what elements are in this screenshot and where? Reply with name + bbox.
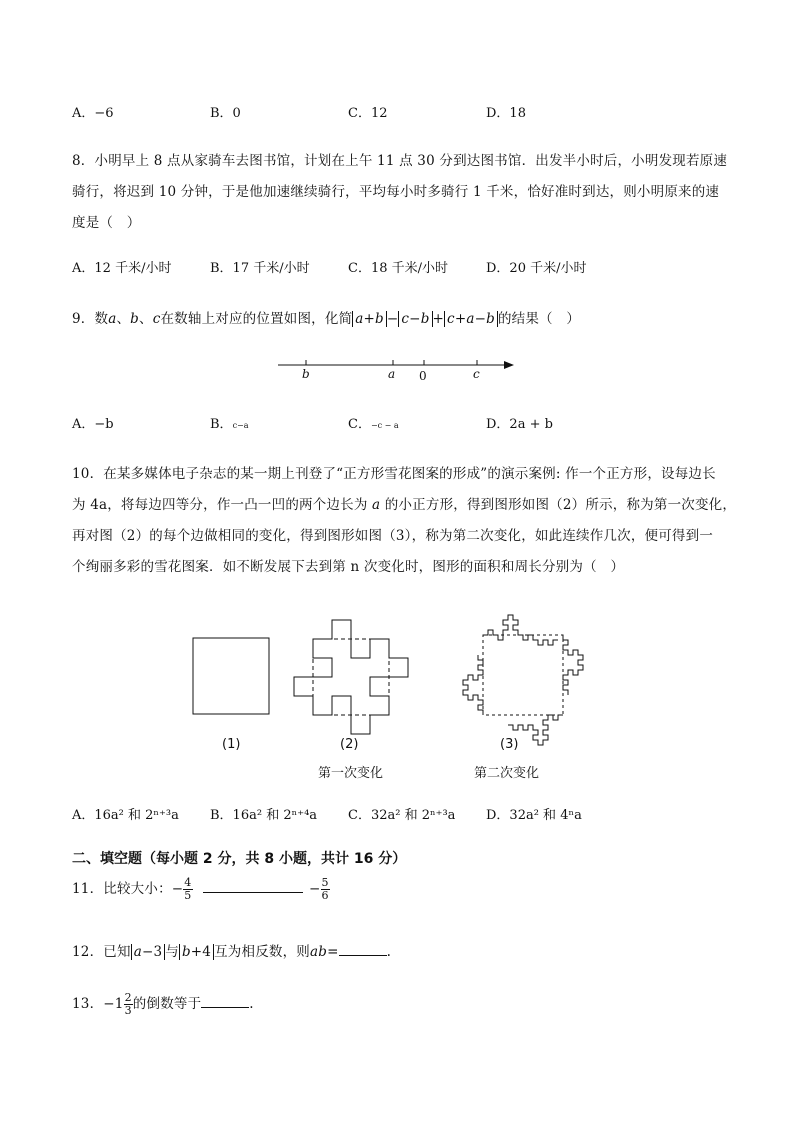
q8-option-a: A．12 千米/小时 <box>72 261 172 276</box>
q8-line-1: 8．小明早上 8 点从家骑车去图书馆，计划在上午 11 点 30 分到达图书馆．出发半小时后，小明发现若原速 <box>72 153 728 169</box>
axis-label-c: c <box>473 367 480 381</box>
figure-2-caption: 第一次变化 <box>318 766 384 781</box>
q11-fraction-1: $\frac{4}{5}$ <box>184 876 192 902</box>
q8-option-c: C．18 千米/小时 <box>348 261 449 276</box>
q9-stem: 9．数a、b、c在数轴上对应的位置如图，化简 a+b − c−b + c+a−b 的结果（ ） <box>72 311 581 327</box>
q11-prefix: 11．比较大小： <box>72 881 172 897</box>
q10-line-2: 为 4a，将每边四等分，作一凸一凹的两个边长为 a 的小正方形，得到图形如图（2）所示，称为第一次变化， <box>72 497 737 513</box>
arrow-head-icon <box>504 361 514 369</box>
q8-option-b: B．17 千米/小时 <box>210 261 310 276</box>
q7-option-c: C．12 <box>348 106 388 121</box>
figure-1-label: (1) <box>222 737 241 752</box>
q7-option-d: D．18 <box>486 106 526 121</box>
q10-option-a: A．16a² 和 2ⁿ⁺³a <box>72 808 179 823</box>
figure-3-second-change <box>443 600 603 750</box>
axis-label-b: b <box>302 367 310 381</box>
q8-line-3: 度是（ ） <box>72 215 141 231</box>
figure-2-label: (2) <box>340 737 359 752</box>
q7-option-a: A．−6 <box>72 106 114 121</box>
figure-3-caption: 第二次变化 <box>474 766 540 781</box>
q11-fraction-2: $\frac{5}{6}$ <box>321 876 329 902</box>
q9-mid: 在数轴上对应的位置如图，化简 <box>160 311 353 327</box>
q10-line-4: 个绚丽多彩的雪花图案．如不断发展下去到第 n 次变化时，图形的面积和周长分别为（ ） <box>72 559 625 575</box>
q9-option-d: D．2a + b <box>486 417 553 432</box>
q9-option-b: B．c−a <box>210 417 249 432</box>
q8-line-2: 骑行，将迟到 10 分钟，于是他加速继续骑行，平均每小时多骑行 1 千米，恰好准时到达，则小明原来的速 <box>72 184 720 200</box>
axis-label-a: a <box>388 367 396 381</box>
q9-prefix: 9．数 <box>72 311 109 327</box>
figure-1-square <box>190 635 272 717</box>
q9-option-c: C．−c − a <box>348 417 399 432</box>
q13-answer-blank[interactable] <box>201 995 249 1008</box>
q13: 13．−1 $\frac{2}{3}$ 的倒数等于 . <box>72 991 254 1017</box>
q9-vars: a <box>108 311 117 327</box>
q12-answer-blank[interactable] <box>339 943 387 956</box>
q13-fraction: $\frac{2}{3}$ <box>124 991 132 1017</box>
q9-option-a: A．−b <box>72 417 114 432</box>
q11: 11．比较大小：− $\frac{4}{5}$ − $\frac{5}{6}$ <box>72 876 329 902</box>
q10-line-3: 再对图（2）的每个边做相同的变化，得到图形如图（3），称为第二次变化，如此连续作几次，便可得到一 <box>72 528 714 544</box>
q9-suffix: 的结果（ ） <box>497 311 581 327</box>
q10-line-1: 10．在某多媒体电子杂志的某一期上刊登了“正方形雪花图案的形成”的演示案例: 作一个正方形，设每边长 <box>72 466 716 482</box>
axis-label-zero: 0 <box>419 369 427 383</box>
q10-option-d: D．32a² 和 4ⁿa <box>486 808 582 823</box>
q7-option-b: B．0 <box>210 106 241 121</box>
q10-option-c: C．32a² 和 2ⁿ⁺³a <box>348 808 456 823</box>
figure-3-label: (3) <box>500 737 519 752</box>
q9-expression: a+b − c−b + c+a−b <box>352 311 498 327</box>
q8-option-d: D．20 千米/小时 <box>486 261 587 276</box>
q12: 12．已知 a−3 与 b+4 互为相反数，则ab= . <box>72 944 392 960</box>
figure-2-first-change <box>292 618 410 736</box>
q11-answer-blank[interactable] <box>203 880 303 893</box>
section-heading: 二、填空题（每小题 2 分，共 8 小题，共计 16 分） <box>72 851 407 867</box>
q10-option-b: B．16a² 和 2ⁿ⁺⁴a <box>210 808 318 823</box>
